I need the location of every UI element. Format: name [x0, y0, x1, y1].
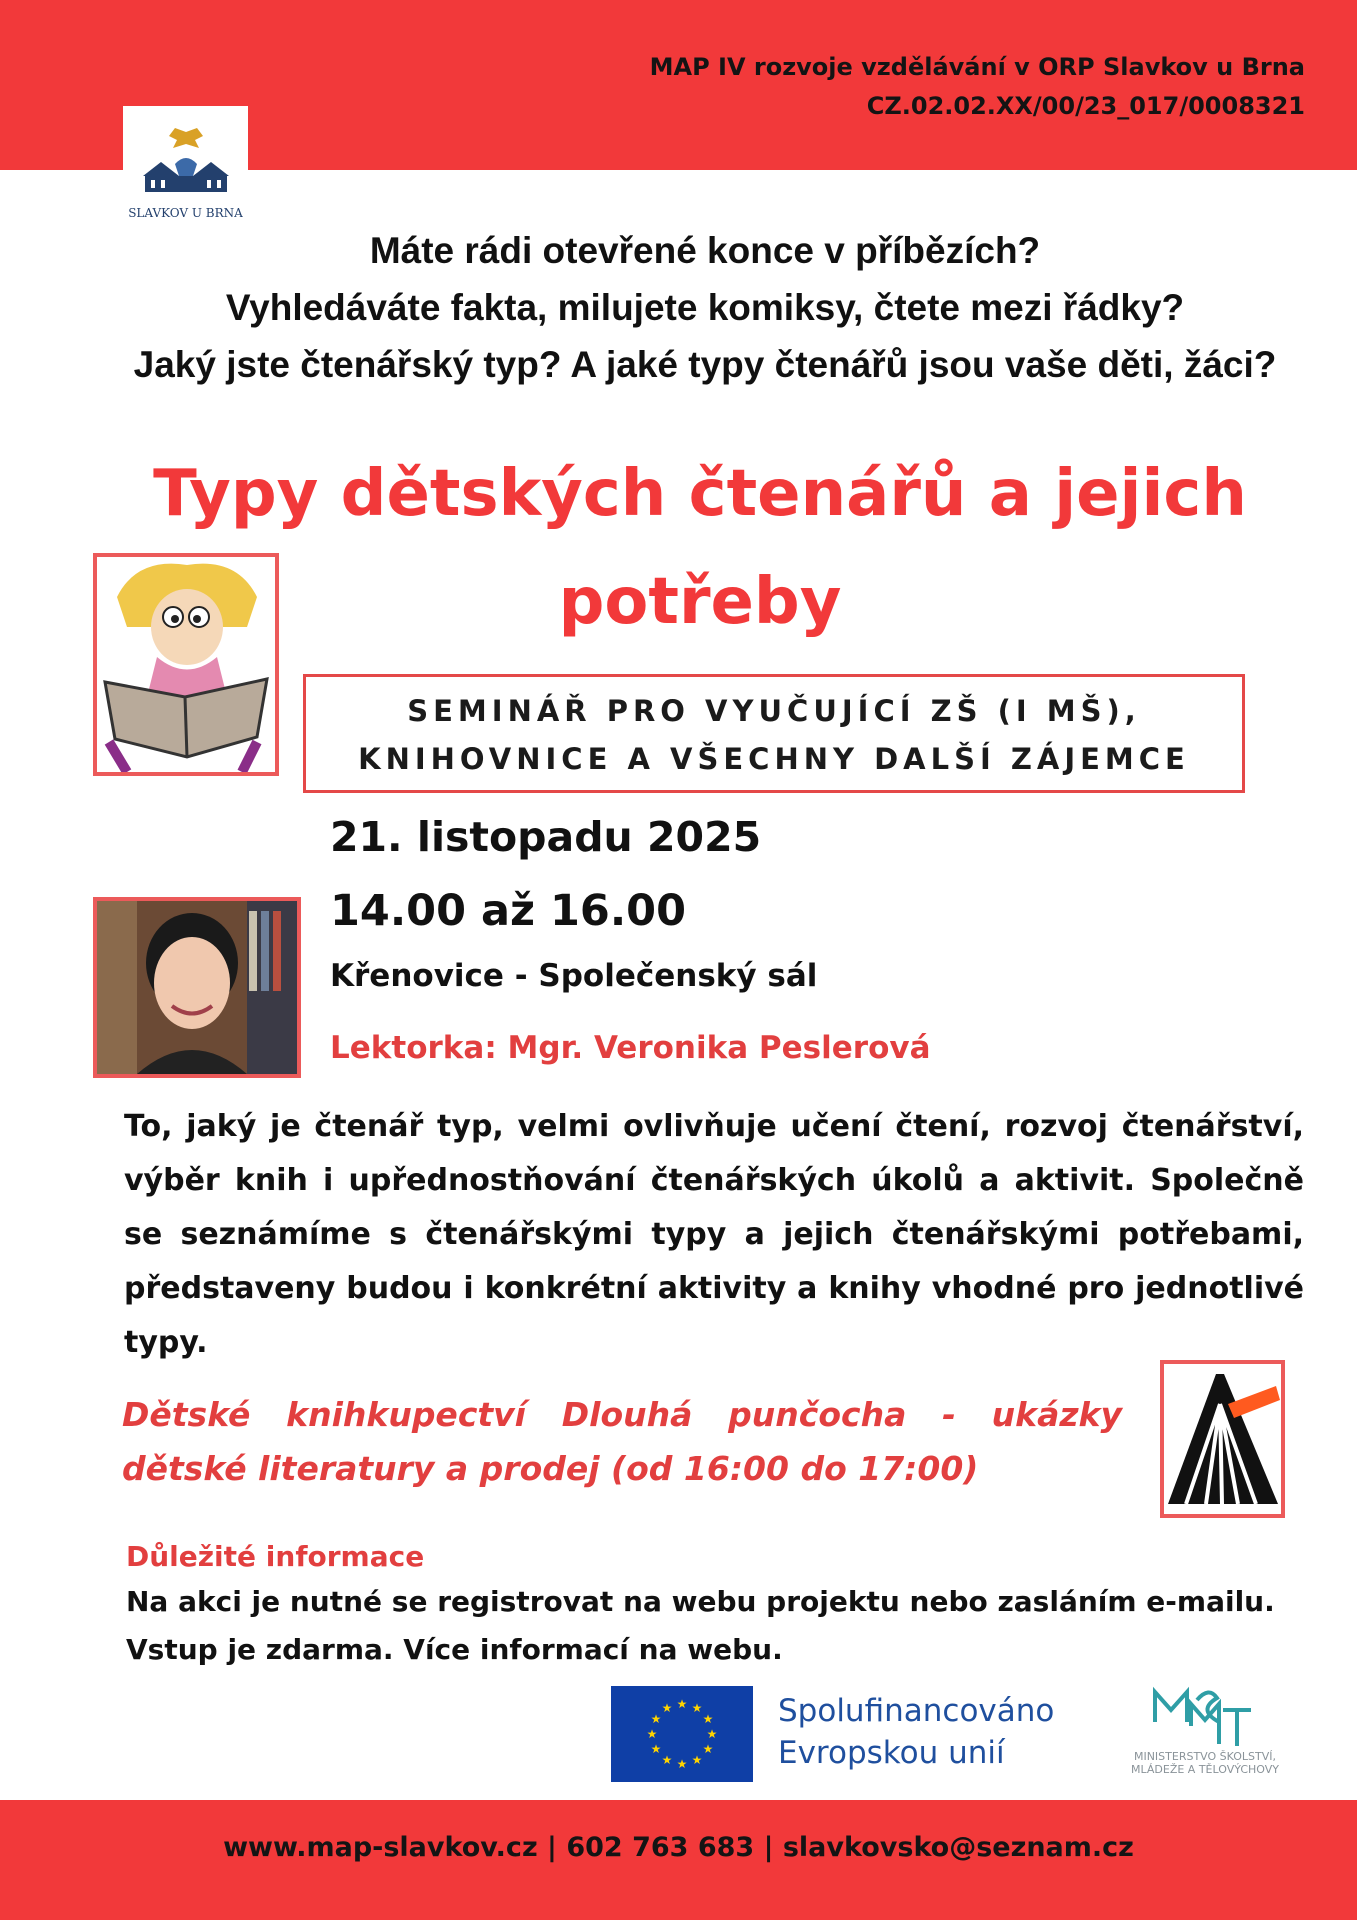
event-time: 14.00 až 16.00 — [330, 886, 687, 936]
svg-text:★: ★ — [646, 1727, 658, 1741]
msmt-monogram-icon — [1095, 1680, 1315, 1750]
svg-text:★: ★ — [650, 1712, 662, 1726]
reading-girl-icon — [97, 557, 275, 772]
msmt-logo — [1095, 1680, 1315, 1780]
seminar-audience-box — [303, 674, 1245, 793]
title-line: Typy dětských čtenářů a jejich — [153, 457, 1247, 531]
intro-line: Jaký jste čtenářský typ? A jaké typy čtenářů jsou vaše děti, žáci? — [133, 344, 1277, 385]
svg-text:★: ★ — [661, 1701, 673, 1715]
eu-text-line: Spolufinancováno — [778, 1693, 1055, 1729]
project-name: MAP IV rozvoje vzdělávání v ORP Slavkov u Brna — [649, 53, 1305, 81]
bookshop-logo-icon — [1164, 1364, 1281, 1514]
svg-text:★: ★ — [676, 1757, 688, 1771]
eu-text-line: Evropskou unií — [778, 1735, 1005, 1771]
eu-stars-icon — [611, 1686, 753, 1782]
msmt-caption-line: MINISTERSTVO ŠKOLSTVÍ, — [1133, 1750, 1277, 1763]
svg-text:★: ★ — [676, 1697, 688, 1711]
important-line: Na akci je nutné se registrovat na webu projektu nebo zasláním e-mailu. — [126, 1585, 1275, 1618]
audience-line: SEMINÁŘ PRO VYUČUJÍCÍ ZŠ (I MŠ), — [407, 694, 1141, 728]
project-code: CZ.02.02.XX/00/23_017/0008321 — [866, 92, 1305, 120]
page-title — [120, 440, 1280, 656]
audience-line: KNIHOVNICE A VŠECHNY DALŠÍ ZÁJEMCE — [358, 742, 1190, 776]
svg-text:★: ★ — [691, 1701, 703, 1715]
important-info-heading: Důležité informace — [126, 1540, 425, 1573]
reading-girl-illustration — [93, 553, 279, 776]
slavkov-logo — [123, 106, 248, 230]
event-place: Křenovice - Společenský sál — [330, 958, 818, 994]
logo-caption: SLAVKOV U BRNA — [128, 206, 243, 220]
castle-eagle-icon — [131, 124, 241, 204]
intro-line: Vyhledáváte fakta, milujete komiksy, čtete mezi řádky? — [225, 287, 1185, 328]
svg-text:★: ★ — [702, 1712, 714, 1726]
svg-text:★: ★ — [691, 1753, 703, 1767]
bookshop-note: Dětské knihkupectví Dlouhá punčocha - ukázky dětské literatury a prodej (od 16:00 do 17:00) — [122, 1395, 1122, 1488]
project-info — [650, 48, 1305, 126]
svg-text:★: ★ — [661, 1753, 673, 1767]
msmt-caption — [1095, 1750, 1315, 1776]
svg-text:★: ★ — [702, 1742, 714, 1756]
event-lector: Lektorka: Mgr. Veronika Peslerová — [330, 1030, 931, 1066]
msmt-caption-line: MLÁDEŽE A TĚLOVÝCHOVY — [1131, 1763, 1279, 1776]
eu-flag-logo — [611, 1686, 753, 1782]
eu-cofinanced-text — [778, 1690, 1054, 1774]
important-info-text — [126, 1578, 1316, 1674]
title-line: potřeby — [558, 565, 842, 639]
svg-text:★: ★ — [650, 1742, 662, 1756]
svg-text:★: ★ — [706, 1727, 718, 1741]
lector-photo — [93, 897, 301, 1078]
intro-questions — [90, 222, 1320, 393]
event-date: 21. listopadu 2025 — [330, 813, 762, 861]
important-line: Vstup je zdarma. Více informací na webu. — [126, 1633, 783, 1666]
lector-portrait-icon — [97, 901, 297, 1074]
intro-line: Máte rádi otevřené konce v příbězích? — [369, 230, 1041, 271]
footer-contacts: www.map-slavkov.cz | 602 763 683 | slavkovsko@seznam.cz — [223, 1832, 1134, 1863]
seminar-description: To, jaký je čtenář typ, velmi ovlivňuje učení čtení, rozvoj čtenářství, výběr knih i upřednostňování čtenářských úkolů a aktivit. Společně se seznámíme s čtenářskými typy a jejich čtenářskými potřebami, představeny budou i konkrétní aktivity a knihy vhodné pro jednotlivé typy. — [124, 1109, 1304, 1360]
bookshop-logo — [1160, 1360, 1285, 1518]
